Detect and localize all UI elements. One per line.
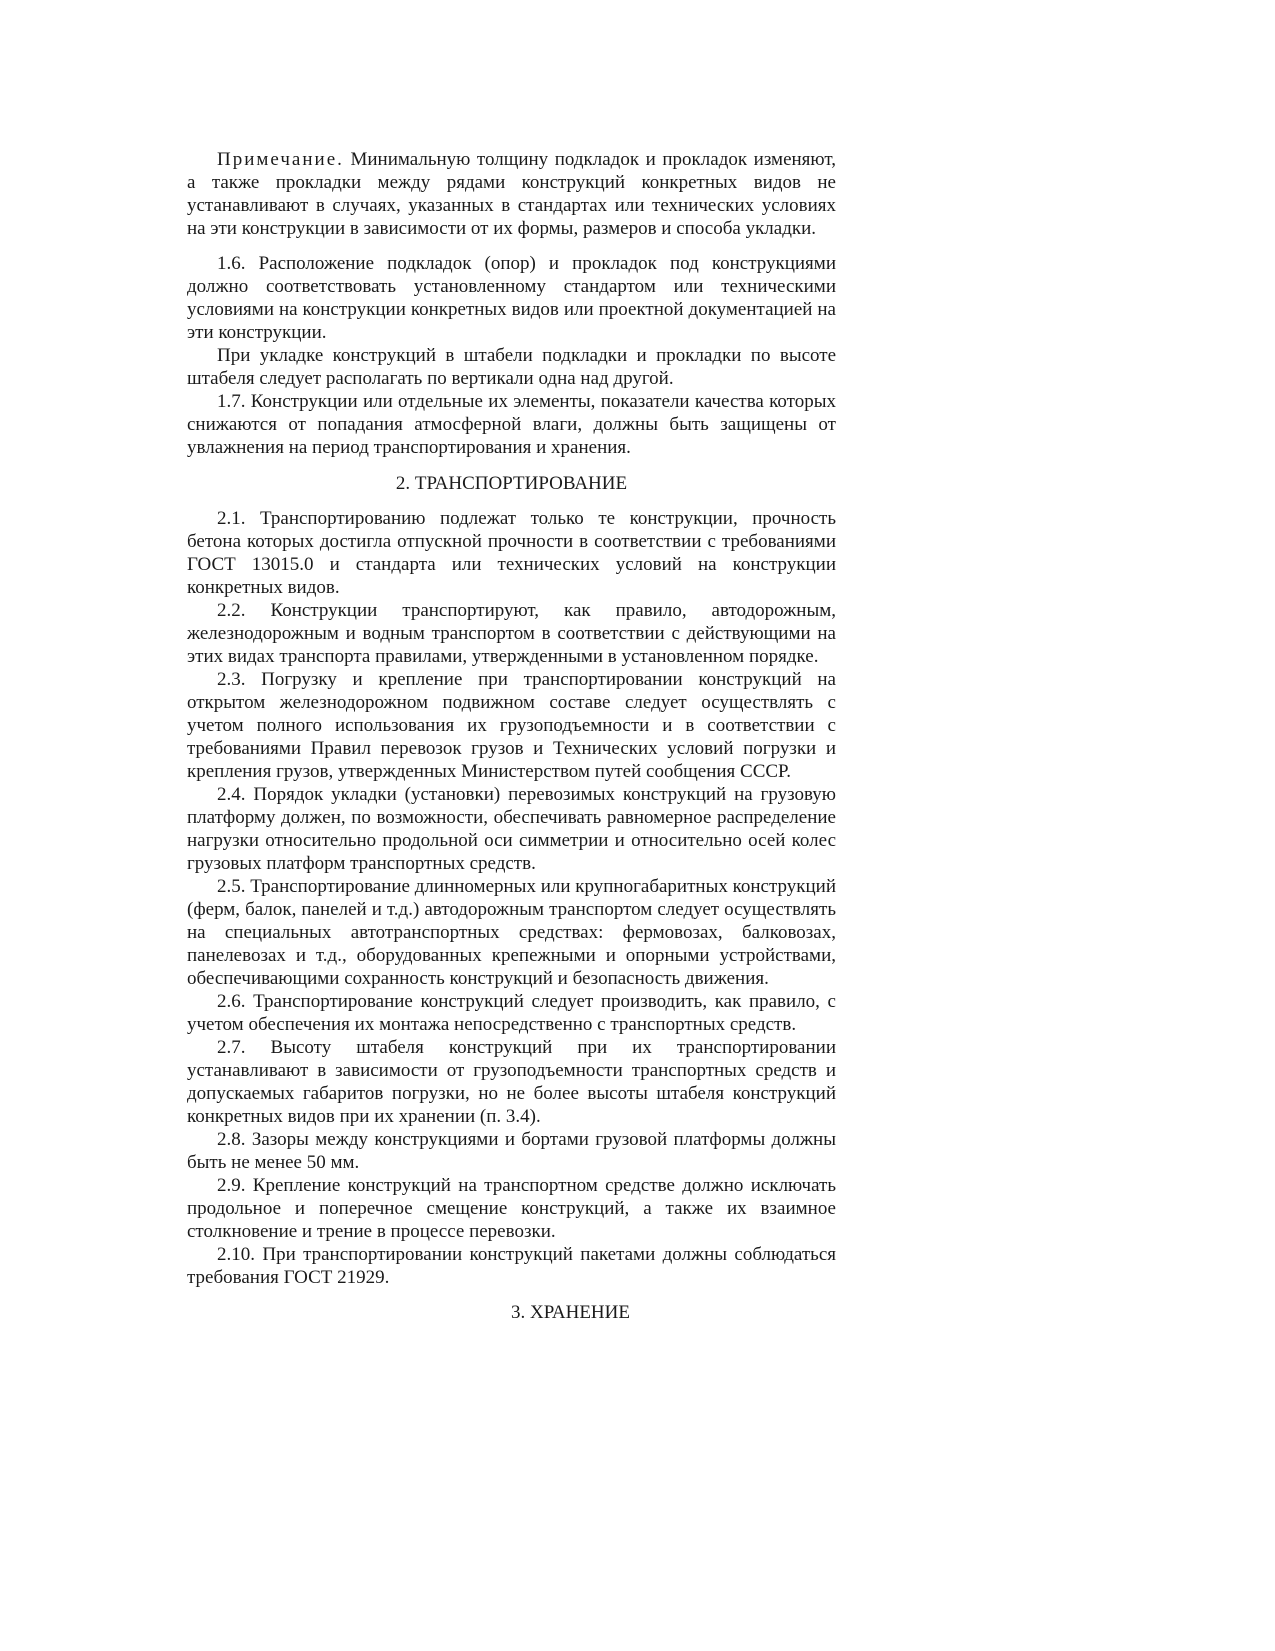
paragraph-2-3: 2.3. Погрузку и крепление при транспортировании конструкций на открытом железнодорожном подвижном составе следует осуществлять с учетом полного использования их грузоподъемности и в соответствии с требованиями Правил перевозок грузов и Технических условий погрузки и крепления грузов, утвержденных Министерством путей сообщения СССР. bbox=[187, 669, 836, 782]
paragraph-1-6: 1.6. Расположение подкладок (опор) и прокладок под конструкциями должно соответствовать установленному стандартом или техническими условиями на конструкции конкретных видов или проектной документацией на эти конструкции. bbox=[187, 253, 836, 343]
paragraph-2-10: 2.10. При транспортировании конструкций пакетами должны соблюдаться требования ГОСТ 21929. bbox=[187, 1244, 836, 1288]
paragraph-2-2: 2.2. Конструкции транспортируют, как правило, автодорожным, железнодорожным и водным транспортом в соответствии с действующими на этих видах транспорта правилами, утвержденными в установленном порядке. bbox=[187, 600, 836, 667]
paragraph-2-5: 2.5. Транспортирование длинномерных или крупногабаритных конструкций (ферм, балок, панелей и т.д.) автодорожным транспортом следует осуществлять на специальных автотранспортных средствах: фермовозах, балковозах, панелевозах и т.д., оборудованных крепежными и опорными устройствами, обеспечивающими сохранность конструкций и безопасность движения. bbox=[187, 876, 836, 989]
paragraph-1-7: 1.7. Конструкции или отдельные их элементы, показатели качества которых снижаются от попадания атмосферной влаги, должны быть защищены от увлажнения на период транспортирования и хранения. bbox=[187, 391, 836, 458]
section-heading-storage: 3. ХРАНЕНИЕ bbox=[511, 1302, 630, 1323]
paragraph-2-8: 2.8. Зазоры между конструкциями и бортами грузовой платформы должны быть не менее 50 мм. bbox=[187, 1129, 836, 1173]
note-paragraph bbox=[187, 148, 836, 240]
section-heading-transport: 2. ТРАНСПОРТИРОВАНИЕ bbox=[395, 473, 628, 494]
paragraph-2-9: 2.9. Крепление конструкций на транспортном средстве должно исключать продольное и поперечное смещение конструкций, а также их взаимное столкновение и трение в процессе перевозки. bbox=[187, 1175, 836, 1242]
paragraph-2-4: 2.4. Порядок укладки (установки) перевозимых конструкций на грузовую платформу должен, по возможности, обеспечивать равномерное распределение нагрузки относительно продольной оси симметрии и относительно осей колес грузовых платформ транспортных средств. bbox=[187, 784, 836, 874]
paragraph-2-7: 2.7. Высоту штабеля конструкций при их транспортировании устанавливают в зависимости от грузоподъемности транспортных средств и допускаемых габаритов погрузки, но не более высоты штабеля конструкций конкретных видов при их хранении (п. 3.4). bbox=[187, 1037, 836, 1127]
paragraph-2-6: 2.6. Транспортирование конструкций следует производить, как правило, с учетом обеспечения их монтажа непосредственно с транспортных средств. bbox=[187, 991, 836, 1035]
paragraph-1-6-stacking: При укладке конструкций в штабели подкладки и прокладки по высоте штабеля следует располагать по вертикали одна над другой. bbox=[187, 345, 836, 389]
note-text: Минимальную толщину подкладок и прокладок изменяют, а также прокладки между рядами конструкций конкретных видов не устанавливают в случаях, указанных в стандартах или технических условиях на эти конструкции в зависимости от их формы, размеров и способа укладки. bbox=[187, 149, 836, 239]
paragraph-2-1: 2.1. Транспортированию подлежат только те конструкции, прочность бетона которых достигла отпускной прочности в соответствии с требованиями ГОСТ 13015.0 и стандарта или технических условий на конструкции конкретных видов. bbox=[187, 508, 836, 598]
note-label: Примечание. bbox=[217, 149, 344, 170]
document-page bbox=[187, 148, 836, 1324]
